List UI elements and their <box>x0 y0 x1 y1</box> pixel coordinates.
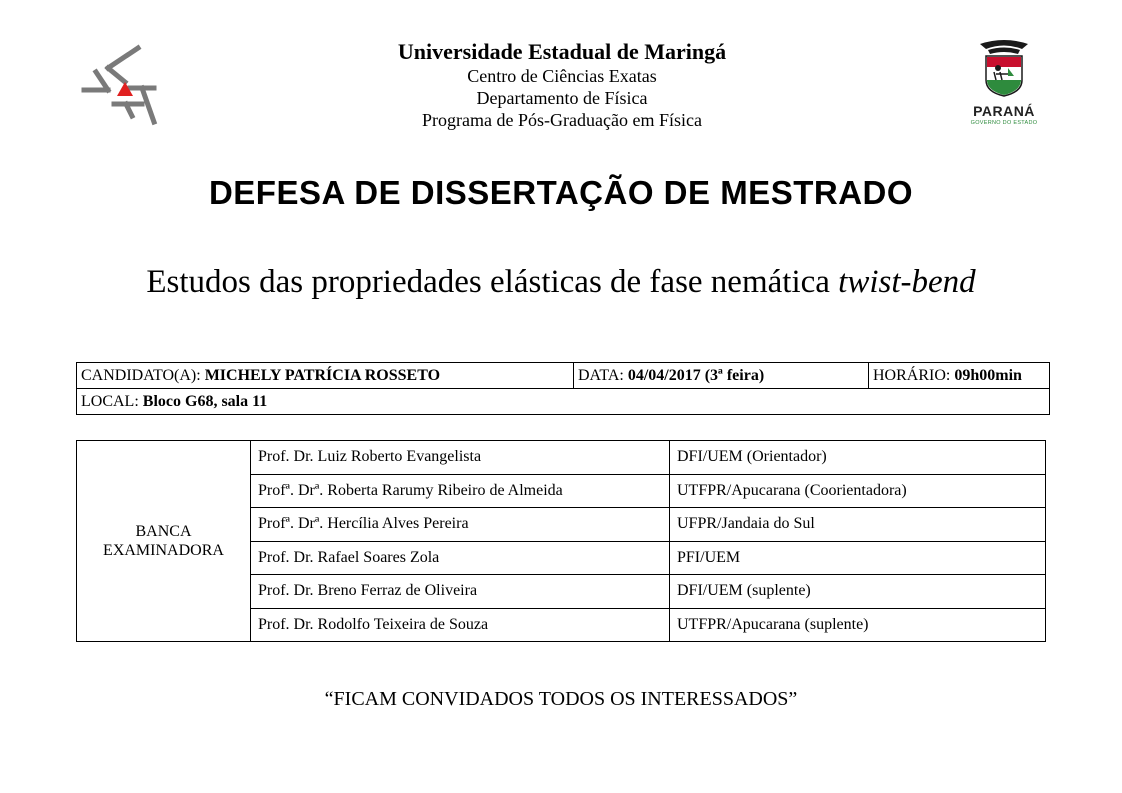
table-row <box>77 389 1050 415</box>
member-affiliation: DFI/UEM (suplente) <box>670 575 1046 609</box>
member-name: Prof. Dr. Breno Ferraz de Oliveira <box>251 575 670 609</box>
defense-info-table <box>76 362 1050 415</box>
document-title: DEFESA DE DISSERTAÇÃO DE MESTRADO <box>208 174 914 211</box>
table-row <box>77 363 1050 389</box>
candidate-label: CANDIDATO(A): <box>81 366 201 384</box>
location-label: LOCAL: <box>81 392 139 410</box>
member-affiliation: UTFPR/Apucarana (Coorientadora) <box>670 474 1046 508</box>
department-name: Departamento de Física <box>476 88 648 108</box>
parana-logo-subtitle: GOVERNO DO ESTADO <box>970 120 1038 126</box>
thesis-title-regular: Estudos das propriedades elásticas de fase nemática <box>146 264 839 300</box>
date-label: DATA: <box>578 366 624 384</box>
institution-header <box>330 38 794 131</box>
time-value: 09h00min <box>954 366 1022 384</box>
table-row <box>77 441 1046 475</box>
member-name: Profª. Drª. Roberta Rarumy Ribeiro de Almeida <box>251 474 670 508</box>
member-affiliation: DFI/UEM (Orientador) <box>670 441 1046 475</box>
time-cell <box>869 363 1050 389</box>
committee-label <box>77 441 251 642</box>
location-value: Bloco G68, sala 11 <box>142 392 268 410</box>
uem-logo-icon <box>78 42 158 128</box>
committee-label-line1: BANCA <box>135 523 192 540</box>
examining-committee-table <box>76 440 1046 642</box>
member-name: Prof. Dr. Rafael Soares Zola <box>251 541 670 575</box>
program-name: Programa de Pós-Graduação em Física <box>422 110 702 130</box>
location-cell <box>77 389 1050 415</box>
parana-coat-of-arms-icon <box>962 36 1046 98</box>
university-name: Universidade Estadual de Maringá <box>397 39 727 64</box>
committee-label-line2: EXAMINADORA <box>103 542 224 559</box>
member-name: Prof. Dr. Luiz Roberto Evangelista <box>251 441 670 475</box>
member-name: Profª. Drª. Hercília Alves Pereira <box>251 508 670 542</box>
date-value: 04/04/2017 (3ª feira) <box>627 366 765 384</box>
center-name: Centro de Ciências Exatas <box>467 66 657 86</box>
member-affiliation: UTFPR/Apucarana (suplente) <box>670 608 1046 642</box>
invitation-footer: “FICAM CONVIDADOS TODOS OS INTERESSADOS” <box>324 688 798 710</box>
thesis-title <box>0 264 1122 301</box>
date-cell <box>574 363 869 389</box>
candidate-cell <box>77 363 574 389</box>
member-name: Prof. Dr. Rodolfo Teixeira de Souza <box>251 608 670 642</box>
parana-logo <box>962 36 1046 132</box>
member-affiliation: UFPR/Jandaia do Sul <box>670 508 1046 542</box>
thesis-title-italic: twist-bend <box>838 264 976 300</box>
parana-logo-text: PARANÁ <box>973 103 1035 119</box>
time-label: HORÁRIO: <box>873 366 951 384</box>
member-affiliation: PFI/UEM <box>670 541 1046 575</box>
candidate-value: MICHELY PATRÍCIA ROSSETO <box>204 366 441 384</box>
